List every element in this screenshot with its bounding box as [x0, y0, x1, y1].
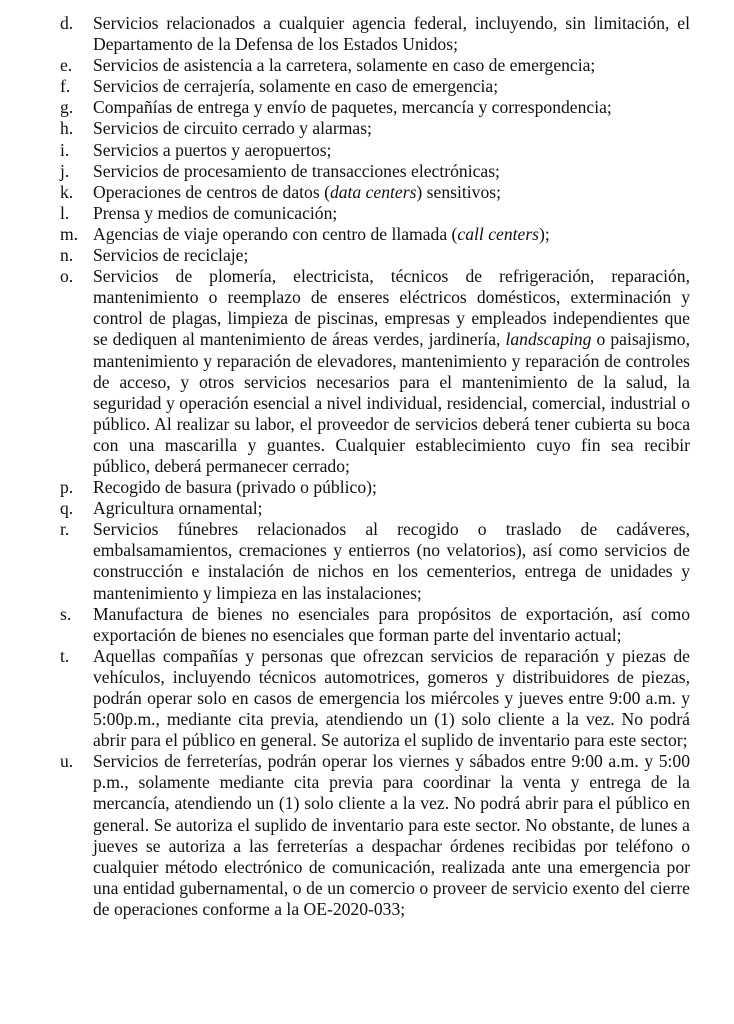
- list-item: [60, 182, 690, 203]
- text-run: Aquellas compañías y personas que ofrezcan servicios de reparación y piezas de vehículos, incluyendo técnicos automotrices, gomeros y distribuidores de piezas, podrán operar solo en casos de emergencia los miércoles y jueves entre 9:00 a.m. y 5:00p.m., mediante cita previa, atendiendo un (1) solo cliente a la vez. No podrá abrir para el público en general. Se autoriza el suplido de inventario para este sector;: [93, 645, 690, 751]
- text-run: Servicios de procesamiento de transacciones electrónicas;: [93, 160, 500, 181]
- list-item: [60, 203, 690, 224]
- list-item-text: [93, 224, 690, 245]
- list-item-text: [93, 140, 690, 161]
- list-item-letter: o.: [60, 266, 74, 287]
- list-item-letter: m.: [60, 223, 79, 244]
- list-item: [60, 245, 690, 266]
- list-item: [60, 646, 690, 751]
- list-item-letter: q.: [60, 498, 74, 519]
- list-item-text: [93, 55, 690, 76]
- list-item-letter: h.: [60, 118, 74, 139]
- list-item: [60, 140, 690, 161]
- list-item: [60, 604, 690, 646]
- list-item-letter: d.: [60, 13, 74, 33]
- text-run: Servicios relacionados a cualquier agencia federal, incluyendo, sin limitación, el Departamento de la Defensa de los Estados Unidos;: [93, 13, 690, 55]
- list-item: [60, 97, 690, 118]
- list-item-text: [93, 182, 690, 203]
- text-run: Agencias de viaje operando con centro de llamada (: [93, 223, 458, 244]
- list-item-text: [93, 498, 690, 519]
- list-item-letter: k.: [60, 181, 74, 202]
- list-item: [60, 76, 690, 97]
- list-item-letter: g.: [60, 97, 74, 118]
- list-item-letter: i.: [60, 139, 70, 160]
- list-item: [60, 519, 690, 603]
- text-run: Servicios fúnebres relacionados al recogido o traslado de cadáveres, embalsamamientos, cremaciones y entierros (no velatorios), así como servicios de construcción e instalación de nichos en los cementerios, entrega de unidades y mantenimiento y limpieza en las instalaciones;: [93, 519, 690, 603]
- text-run: Servicios de circuito cerrado y alarmas;: [93, 118, 372, 139]
- italic-term: landscaping: [505, 329, 592, 350]
- list-item-letter: s.: [60, 603, 72, 624]
- list-item: [60, 751, 690, 920]
- list-item-text: [93, 203, 690, 224]
- list-item-letter: p.: [60, 477, 74, 498]
- text-run: );: [539, 223, 550, 244]
- list-item-letter: u.: [60, 751, 74, 772]
- text-run: o paisajismo, mantenimiento y reparación de elevadores, mantenimiento y reparación de controles de acceso, y otros servicios necesarios para el mantenimiento de la salud, la seguridad y operación esencial a nivel individual, residencial, comercial, industrial o público. Al realizar su labor, el proveedor de servicios deberá tener cubierta su boca con una mascarilla y guantes. Cualquier establecimiento cuyo fin sea recibir público, deberá permanecer cerrado;: [93, 329, 690, 476]
- list-item-text: [93, 97, 690, 118]
- list-item-text: [93, 519, 690, 603]
- list-item: [60, 118, 690, 139]
- list-item-text: [93, 245, 690, 266]
- text-run: Servicios de cerrajería, solamente en caso de emergencia;: [93, 76, 499, 97]
- list-item-letter: l.: [60, 202, 70, 223]
- list-item: [60, 224, 690, 245]
- list-item-text: [93, 266, 690, 477]
- text-run: Prensa y medios de comunicación;: [93, 202, 338, 223]
- service-list: [60, 13, 690, 920]
- list-item-letter: j.: [60, 160, 70, 181]
- list-item: [60, 55, 690, 76]
- list-item-text: [93, 13, 690, 55]
- text-run: Servicios de asistencia a la carretera, solamente en caso de emergencia;: [93, 55, 596, 76]
- list-item-text: [93, 76, 690, 97]
- list-item: [60, 161, 690, 182]
- list-item-letter: t.: [60, 645, 70, 666]
- italic-term: data centers: [329, 181, 417, 202]
- text-run: Servicios de plomería, electricista, técnicos de refrigeración, reparación, mantenimiento o reemplazo de enseres eléctricos domésticos, exterminación y control de plagas, limpieza de piscinas, empresas y empleados independientes que se dediquen al mantenimiento de áreas verdes, jardinería,: [93, 266, 690, 350]
- text-run: Servicios de ferreterías, podrán operar los viernes y sábados entre 9:00 a.m. y 5:00 p.m., solamente mediante cita previa para coordinar la venta y entrega de la mercancía, atendiendo un (1) solo cliente a la vez. No podrá abrir para el público en general. Se autoriza el suplido de inventario para este sector. No obstante, de lunes a jueves se autoriza a las ferreterías a despachar órdenes recibidas por teléfono o cualquier método electrónico de comunicación, realizada ante una emergencia por una entidad gubernamental, o de un comercio o proveer de servicio exento del cierre de operaciones conforme a la OE-2020-033;: [93, 751, 690, 919]
- list-item-letter: f.: [60, 76, 71, 97]
- list-item-text: [93, 477, 690, 498]
- list-item-text: [93, 646, 690, 751]
- list-item-letter: n.: [60, 245, 74, 266]
- text-run: Servicios a puertos y aeropuertos;: [93, 139, 332, 160]
- text-run: ) sensitivos;: [416, 181, 501, 202]
- list-item-text: [93, 161, 690, 182]
- italic-term: call centers: [457, 223, 540, 244]
- text-run: Manufactura de bienes no esenciales para propósitos de exportación, así como exportación de bienes no esenciales que forman parte del inventario actual;: [93, 603, 690, 645]
- list-item-letter: e.: [60, 55, 73, 76]
- list-item: [60, 13, 690, 55]
- text-run: Servicios de reciclaje;: [93, 245, 249, 266]
- text-run: Operaciones de centros de datos (: [93, 181, 330, 202]
- list-item-text: [93, 751, 690, 920]
- list-item: [60, 498, 690, 519]
- list-item-text: [93, 604, 690, 646]
- list-item-text: [93, 118, 690, 139]
- text-run: Compañías de entrega y envío de paquetes, mercancía y correspondencia;: [93, 97, 612, 118]
- list-item: [60, 266, 690, 477]
- text-run: Agricultura ornamental;: [93, 498, 263, 519]
- list-item: [60, 477, 690, 498]
- text-run: Recogido de basura (privado o público);: [93, 477, 377, 498]
- list-item-letter: r.: [60, 519, 70, 540]
